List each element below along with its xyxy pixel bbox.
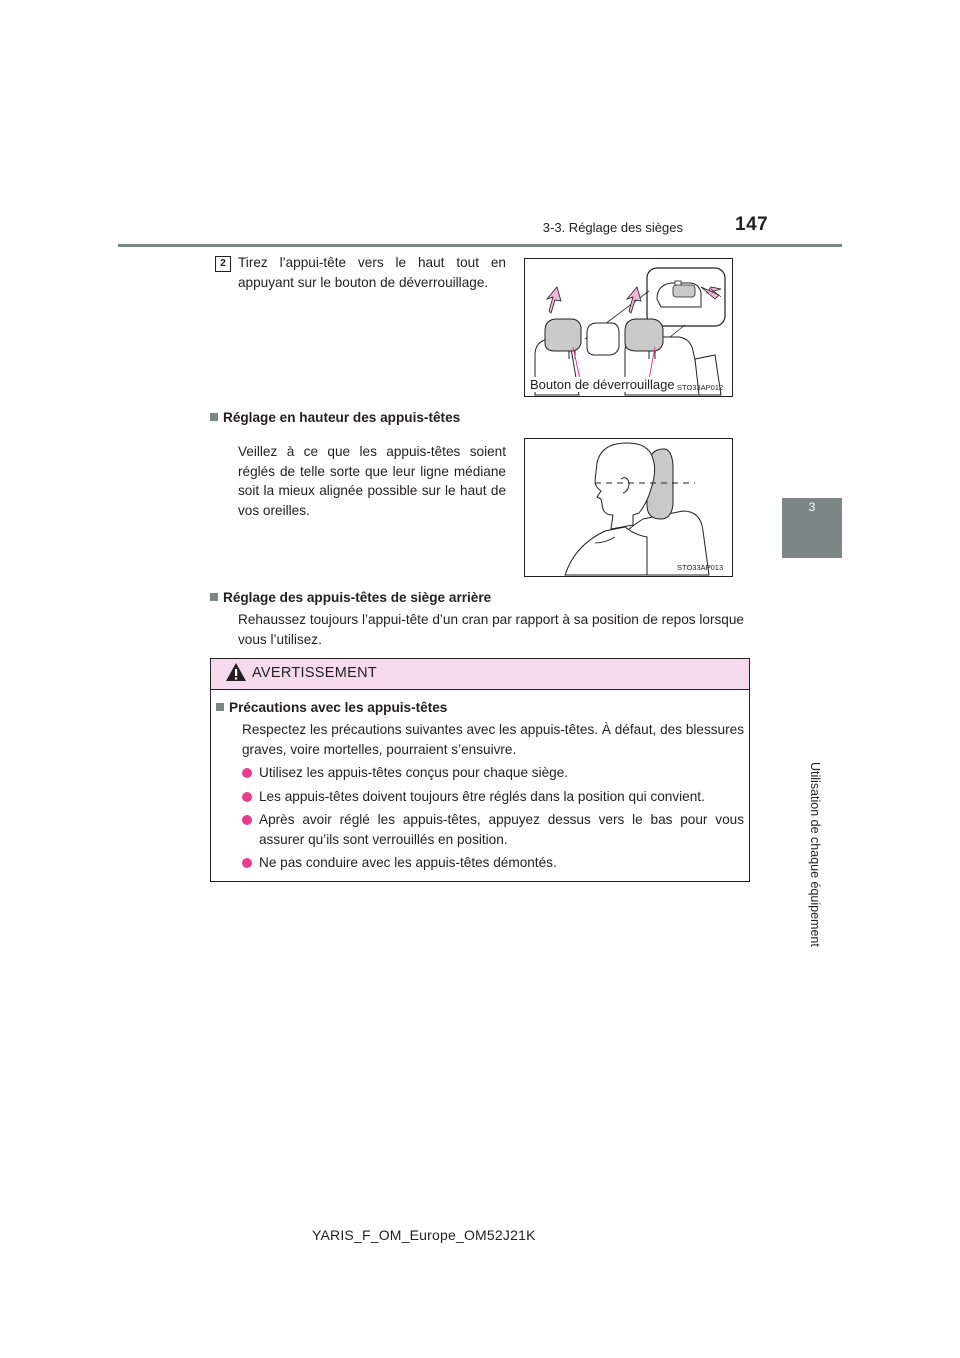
step-text: Tirez l’appui-tête vers le haut tout en appuyant sur le bouton de déverrouillage. xyxy=(238,255,506,290)
figure-code: STO33AP012 xyxy=(677,383,724,392)
headrest-height-figure xyxy=(524,438,733,577)
warning-title: AVERTISSEMENT xyxy=(252,665,378,681)
warning-bullet xyxy=(259,810,744,849)
height-text: Veillez à ce que les appuis-têtes soient réglés de telle sorte que leur ligne médiane soit la mieux alignée possible sur le haut de vos oreilles. xyxy=(238,444,506,518)
bullet-dot-icon xyxy=(242,858,252,868)
page-number: 147 xyxy=(735,214,769,235)
warning-bullet xyxy=(259,763,744,783)
warning-triangle-icon xyxy=(225,662,247,682)
warning-intro: Respectez les précautions suivantes avec les appuis-têtes. À défaut, des blessures graves, voire mortelles, pourraient s’ensuivre. xyxy=(242,722,744,757)
step-number-box: 2 xyxy=(215,256,231,272)
bullet-dot-icon xyxy=(242,792,252,802)
warning-bullet-text: Ne pas conduire avec les appuis-têtes démontés. xyxy=(259,855,557,870)
chapter-number: 3 xyxy=(808,500,816,514)
bullet-dot-icon xyxy=(242,815,252,825)
release-button-label: Bouton de déverrouillage xyxy=(530,377,675,392)
document-code: YARIS_F_OM_Europe_OM52J21K xyxy=(312,1227,536,1243)
figure-code-2: STO33AP013 xyxy=(677,563,724,572)
height-heading-text: Réglage en hauteur des appuis-têtes xyxy=(223,410,461,425)
rear-text: Rehaussez toujours l’appui-tête d’un cran par rapport à sa position de repos lorsque vous l’utilisez. xyxy=(238,612,744,647)
head-alignment-illustration xyxy=(525,439,732,576)
section-title: 3-3. Réglage des sièges xyxy=(542,220,683,235)
warning-bullet xyxy=(259,853,744,873)
warning-bullet-text: Les appuis-têtes doivent toujours être réglés dans la position qui convient. xyxy=(259,788,705,804)
square-bullet-icon xyxy=(210,413,218,421)
warning-subheading-text: Précautions avec les appuis-têtes xyxy=(229,700,448,715)
height-heading xyxy=(210,410,460,425)
square-bullet-icon xyxy=(210,593,218,601)
square-bullet-icon xyxy=(216,703,224,711)
warning-content xyxy=(242,720,744,873)
rear-heading xyxy=(210,590,491,605)
warning-bullet xyxy=(259,787,744,807)
warning-bullet-text: Utilisez les appuis-têtes conçus pour chaque siège. xyxy=(259,765,569,780)
warning-bullet-text: Après avoir réglé les appuis-têtes, appuyez dessus vers le bas pour vous assurer qu’ils sont verrouillés en position. xyxy=(259,812,744,847)
chapter-title-text: Utilisation de chaque équipement xyxy=(808,762,822,947)
chapter-title xyxy=(800,562,824,947)
warning-subheading xyxy=(216,700,447,715)
bullet-dot-icon xyxy=(242,768,252,778)
rear-heading-text: Réglage des appuis-têtes de siège arrière xyxy=(223,590,492,605)
headrest-release-illustration xyxy=(525,259,732,396)
header-rule xyxy=(118,244,842,247)
